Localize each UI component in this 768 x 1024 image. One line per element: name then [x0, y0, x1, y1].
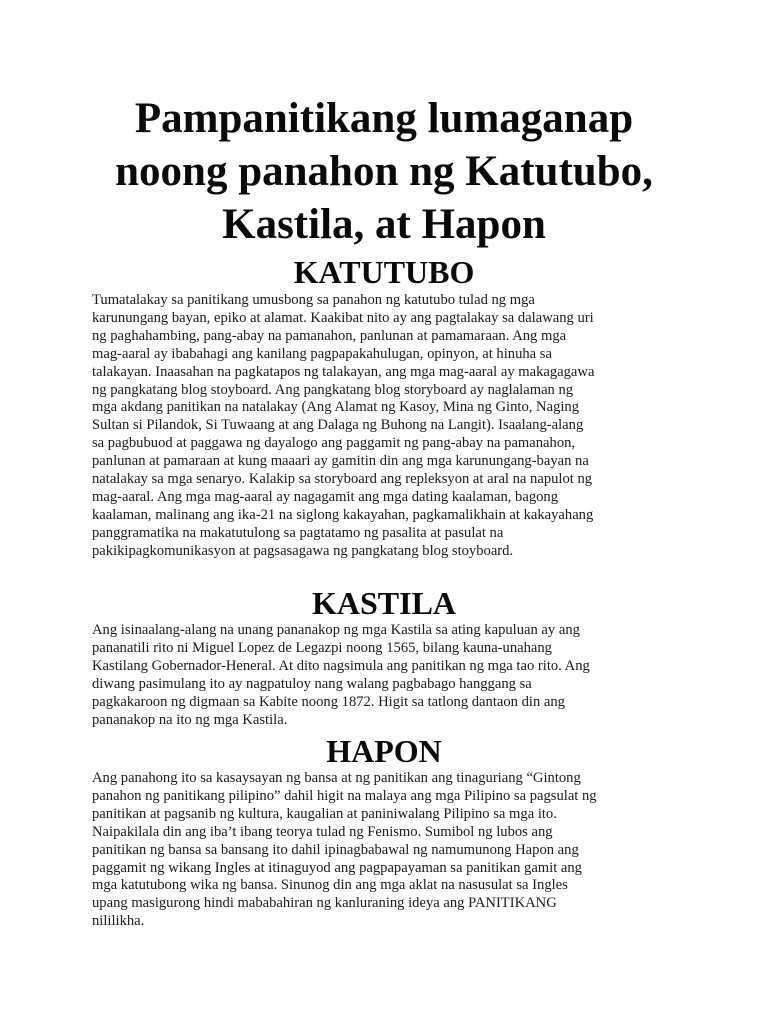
title-line: Pampanitikang lumaganap: [134, 95, 634, 142]
body-line: upang masigurong hindi mababahiran ng kanluraning ideya ang PANITIKANG: [92, 895, 557, 912]
section-body-hapon: [92, 770, 682, 931]
body-line: panitikan ng bansa sa bansang ito dahil ipinagbabawal ng namumunong Hapon ang: [92, 841, 579, 858]
body-line: mag-aaral ay ibabahagi ang kanilang pagpapakahulugan, opinyon, at hinuha sa: [92, 345, 552, 362]
body-line: ng paghahambing, pang-abay na pamanahon, panlunan at pamamaraan. Ang mga: [92, 327, 567, 344]
body-line: karunungang bayan, epiko at alamat. Kaakibat nito ay ang pagtalakay sa dalawang uri: [92, 309, 594, 326]
body-line: pananakop na ito ng mga Kastila.: [92, 711, 288, 728]
body-line: panitikan at pagsanib ng kultura, kaugalian at paniniwalang Pilipino sa mga ito.: [92, 805, 557, 822]
body-line: ng pangkatang blog stoyboard. Ang pangkatang blog storyboard ay naglalaman ng: [92, 381, 574, 398]
section-heading-katutubo: KATUTUBO: [293, 254, 475, 290]
body-line: Kastilang Gobernador-Heneral. At dito nagsimula ang panitikan ng mga tao rito. Ang: [92, 657, 590, 674]
body-line: Ang isinaalang-alang na unang pananakop ng mga Kastila sa ating kapuluan ay ang: [92, 622, 580, 638]
body-line: nililikha.: [92, 913, 145, 930]
body-line: paggamit ng wikang Ingles at itinaguyod ang pagpapayaman sa panitikan gamit ang: [92, 859, 582, 876]
body-line: diwang pasimulang ito ay nagpatuloy nang walang pagbabago hanggang sa: [92, 675, 532, 692]
body-line: pananatili rito ni Miguel Lopez de Legazpi noong 1565, bilang kauna-unahang: [92, 639, 552, 656]
body-line: panlunan at pamaraan at kung maaari ay gamitin din ang mga karunungang-bayan na: [92, 453, 589, 470]
body-line: pagkakaroon ng digmaan sa Kabite noong 1872. Higit sa tatlong dantaon din ang: [92, 693, 565, 710]
section-heading-hapon: HAPON: [326, 733, 442, 769]
title-line: noong panahon ng Katutubo,: [115, 148, 653, 195]
body-line: talakayan. Inaasahan na pagkatapos ng talakayan, ang mga mag-aaral ay makagagawa: [92, 363, 595, 380]
title-line: Kastila, at Hapon: [222, 201, 546, 248]
body-line: panggramatika na makatutulong sa pagtatamo ng pasalita at pasulat na: [92, 524, 504, 541]
body-line: mag-aaral. Ang mga mag-aaral ay nagagamit ang mga dating kaalaman, bagong: [92, 488, 559, 505]
body-line: mga katutubong wika ng bansa. Sinunog din ang mga aklat na nasusulat sa Ingles: [92, 877, 568, 894]
body-line: panahon ng panitikang pilipino” dahil higit na malaya ang mga Pilipino sa pagsulat ng: [92, 787, 597, 804]
body-line: Tumatalakay sa panitikang umusbong sa panahon ng katutubo tulad ng mga: [92, 292, 535, 308]
body-line: pakikipagkomunikasyon at pagsasagawa ng pangkatang blog stoyboard.: [92, 542, 514, 559]
section-heading-kastila: KASTILA: [311, 585, 457, 621]
body-line: sa pagbubuod at paggawa ng dayalogo ang paggamit ng pang-abay na pamanahon,: [92, 435, 576, 452]
body-line: kaalaman, malinang ang ika-21 na siglong kakayahan, pagkamalikhain at kakayahang: [92, 506, 594, 523]
body-line: mga akdang panitikan na natalakay (Ang Alamat ng Kasoy, Mina ng Ginto, Naging: [92, 399, 580, 416]
section-body-katutubo: [92, 292, 682, 561]
section-body-kastila: [92, 622, 682, 729]
body-line: Ang panahong ito sa kasaysayan ng bansa at ng panitikan ang tinaguriang “Gintong: [92, 770, 581, 786]
body-line: natalakay sa mga senaryo. Kalakip sa storyboard ang repleksyon at aral na napulot ng: [92, 471, 593, 488]
document-title: [60, 92, 708, 251]
body-line: Naipakilala din ang iba’t ibang teorya tulad ng Fenismo. Sumibol ng lubos ang: [92, 823, 553, 840]
body-line: Sultan si Pilandok, Si Tuwaang at ang Dalaga ng Buhong na Langit). Isaalang-alang: [92, 417, 584, 434]
